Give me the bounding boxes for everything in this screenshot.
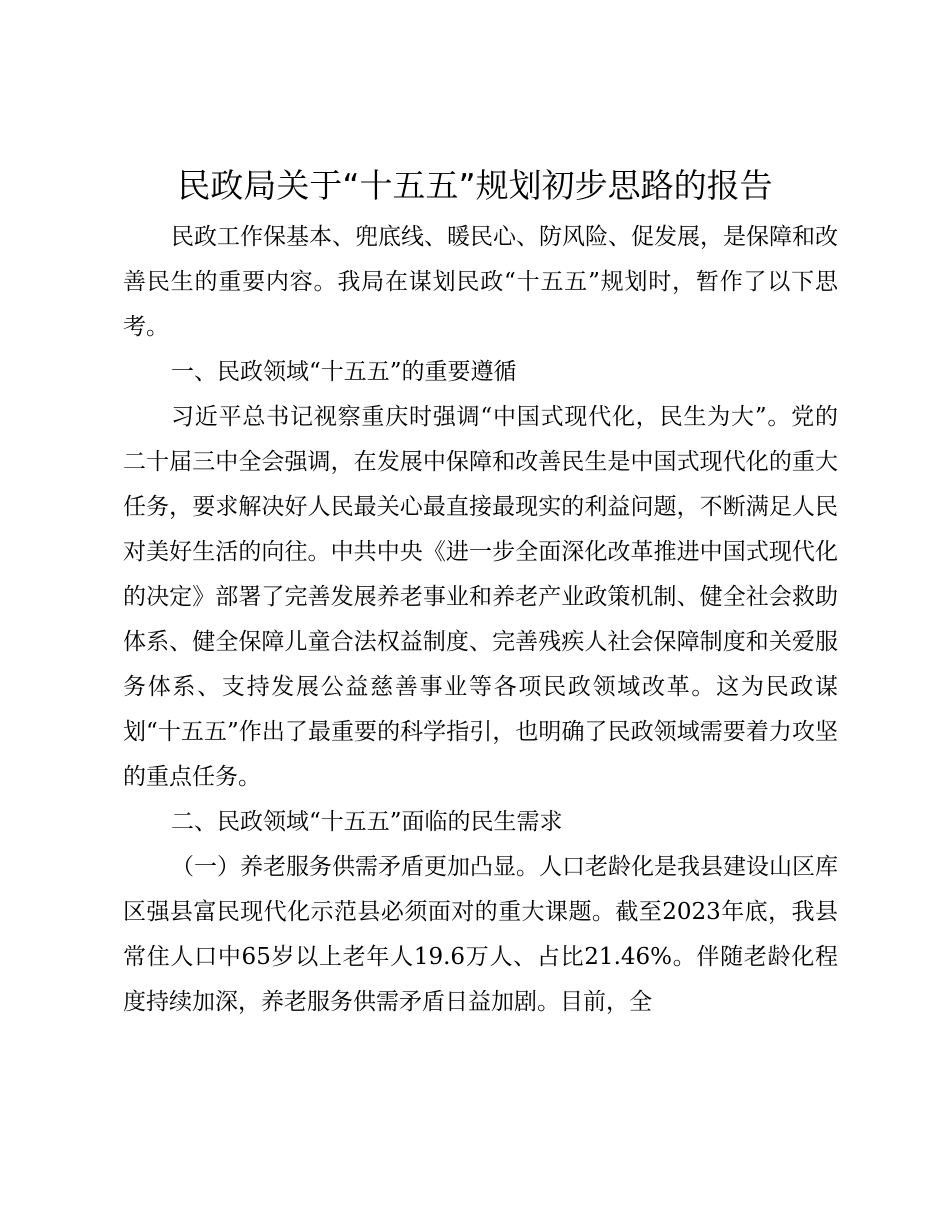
document-body [123,215,838,1025]
paragraph-guidance: 习近平总书记视察重庆时强调“中国式现代化，民生为大”。党的二十届三中全会强调，在发展中保障和改善民生是中国式现代化的重大任务，要求解决好人民最关心最直接最现实的利益问题，不断满足人民对美好生活的向往。中共中央《进一步全面深化改革推进中国式现代化的决定》部署了完善发展养老事业和养老产业政策机制、健全社会救助体系、健全保障儿童合法权益制度、完善残疾人社会保障制度和关爱服务体系、支持发展公益慈善事业等各项民政领域改革。这为民政谋划“十五五”作出了最重要的科学指引，也明确了民政领域需要着力攻坚的重点任务。 [123,404,838,790]
paragraph-intro: 民政工作保基本、兜底线、暖民心、防风险、促发展，是保障和改善民生的重要内容。我局在谋划民政“十五五”规划时，暂作了以下思考。 [123,224,838,340]
section-heading-2: 二、民政领域“十五五”面临的民生需求 [171,809,563,835]
document-title: 民政局关于“十五五”规划初步思路的报告 [177,166,773,205]
section-heading-1: 一、民政领域“十五五”的重要遵循 [171,359,517,385]
paragraph-elderly-care: （一）养老服务供需矛盾更加凸显。人口老龄化是我县建设山区库区强县富民现代化示范县必须面对的重大课题。截至2023年底，我县常住人口中65岁以上老年人19.6万人、占比21.46%。伴随老龄化程度持续加深，养老服务供需矛盾日益加剧。目前，全 [123,854,838,1015]
